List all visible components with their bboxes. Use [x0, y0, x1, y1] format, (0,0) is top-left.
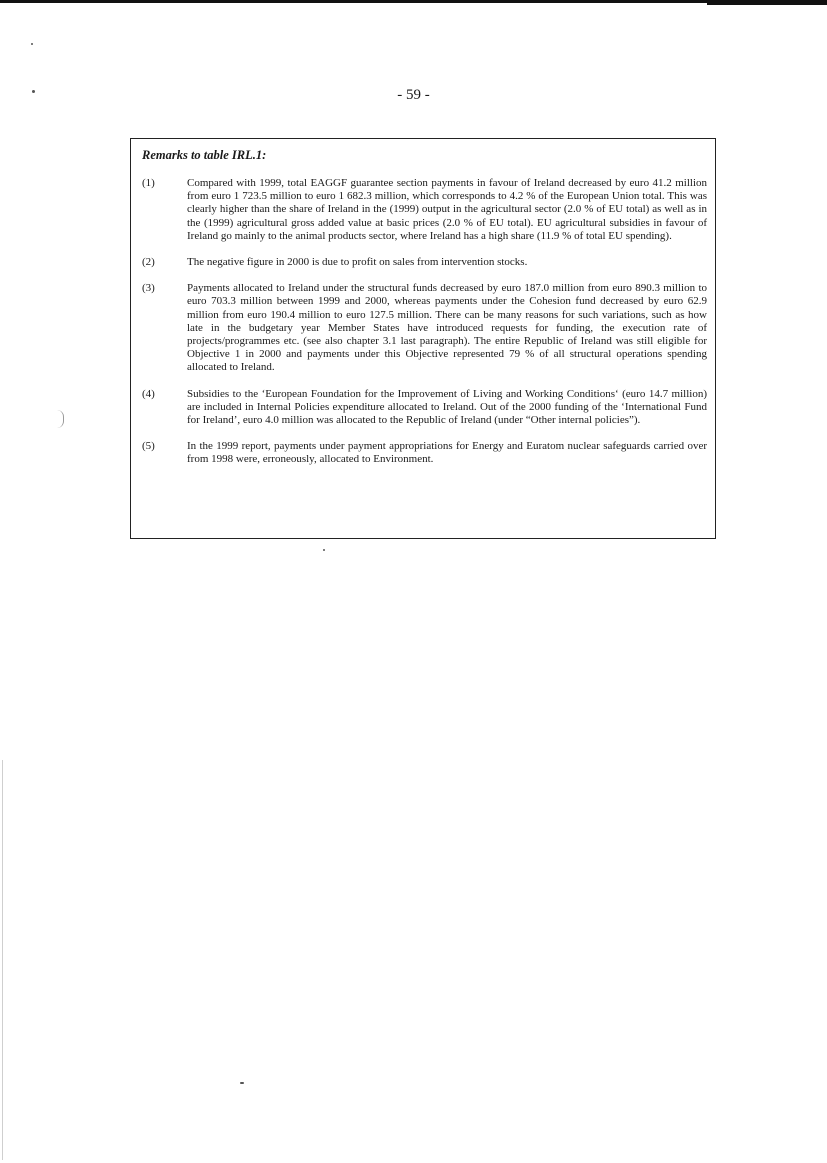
- scan-mark: [57, 410, 64, 428]
- scan-edge-line: [2, 760, 3, 1160]
- scan-speck: [31, 43, 33, 45]
- remark-item: [142, 177, 707, 243]
- remark-text: In the 1999 report, payments under payment appropriations for Energy and Euratom nuclear safeguards carried over from 1998 were, erroneously, allocated to Environment.: [187, 440, 707, 466]
- remark-item: [142, 256, 707, 269]
- remark-number: (4): [142, 387, 155, 400]
- remarks-box: [130, 138, 716, 539]
- remark-number: (2): [142, 256, 155, 269]
- remark-text: Payments allocated to Ireland under the structural funds decreased by euro 187.0 million from euro 890.3 million to euro 703.3 million between 1999 and 2000, whereas payments under the Cohesion fund decreased by euro 62.9 million from euro 190.4 million to euro 127.5 million. There can be many reasons for such variations, such as how late in the budgetary year Member States have introduced requests for funding, the execution rate of projects/programmes etc. (see also chapter 3.1 last paragraph). The entire Republic of Ireland was still eligible for Objective 1 in 2000 and payments under this Objective represented 79 % of all structural operations spending allocated to Ireland.: [187, 282, 707, 374]
- remark-number: (3): [142, 282, 155, 295]
- remark-text: Compared with 1999, total EAGGF guarantee section payments in favour of Ireland decreased by euro 41.2 million from euro 1 723.5 million to euro 1 682.3 million, which corresponds to 4.2 % of the European Union total. This was clearly higher than the share of Ireland in the (1999) output in the agricultural sector (2.0 % of EU total) as well as in the (1999) agricultural gross added value at basic prices (2.0 % of EU total). EU agricultural subsidies in favour of Ireland go mainly to the animal products sector, where Ireland has a high share (11.9 % of total EU spending).: [187, 177, 707, 242]
- remark-item: [142, 282, 707, 374]
- scan-speck: [323, 549, 325, 551]
- remark-item: [142, 440, 707, 466]
- page-number: - 59 -: [397, 87, 430, 103]
- remarks-title: Remarks to table IRL.1:: [142, 148, 267, 162]
- remark-item: [142, 388, 707, 428]
- remark-number: (1): [142, 177, 155, 189]
- remark-text: Subsidies to the ‘European Foundation for the Improvement of Living and Working Conditions‘ (euro 14.7 million) are included in Internal Policies expenditure allocated to Ireland. Out of the 2000 funding of the ‘International Fund for Ireland’, euro 4.0 million was allocated to the Republic of Ireland (under “Other internal policies”).: [187, 387, 707, 427]
- remark-text: The negative figure in 2000 is due to profit on sales from intervention stocks.: [187, 256, 528, 269]
- scan-speck: [240, 1082, 244, 1084]
- remark-number: (5): [142, 440, 155, 453]
- top-border-rule-heavy: [707, 0, 827, 5]
- top-border-rule: [0, 0, 827, 3]
